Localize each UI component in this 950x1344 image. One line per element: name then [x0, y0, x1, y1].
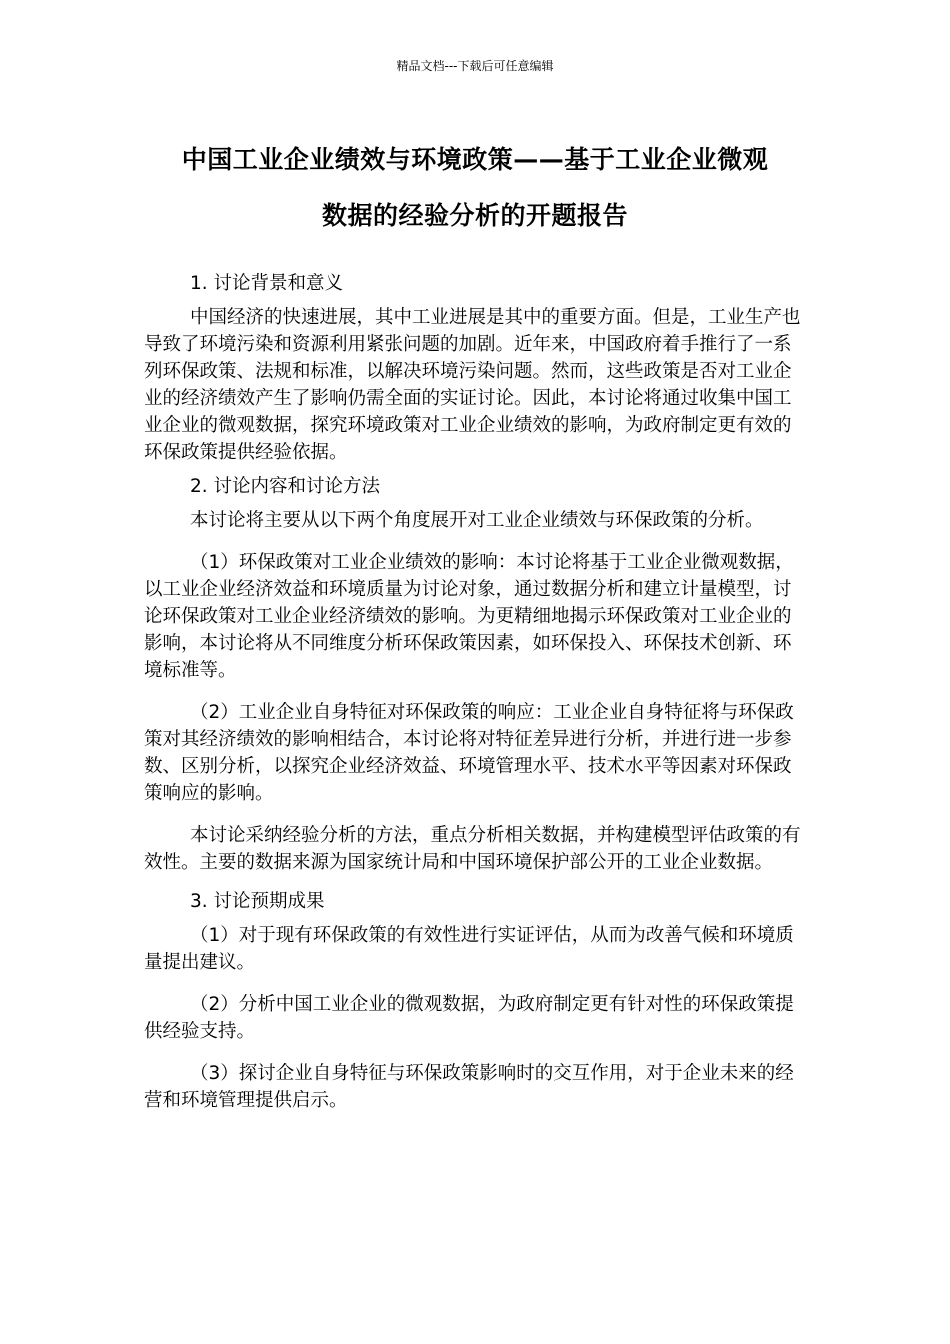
- section-3-heading: 3. 讨论预期成果: [190, 891, 325, 912]
- section-2-intro: 本讨论将主要从以下两个角度展开对工业企业绩效与环保政策的分析。: [190, 510, 764, 531]
- section-2-method: 本讨论采纳经验分析的方法，重点分析相关数据，并构建模型评估政策的有效性。主要的数据来源为国家统计局和中国环境保护部公开的工业企业数据。: [144, 825, 801, 873]
- page-header: 精品文档---下载后可任意编辑: [396, 59, 554, 73]
- section-2-item-2: （2）工业企业自身特征对环保政策的响应：工业企业自身特征将与环保政策对其经济绩效的影响相结合，本讨论将对特征差异进行分析，并进行进一步参数、区别分析，以探究企业经济效益、环境管理水平、技术水平等因素对环保政策响应的影响。: [144, 702, 794, 804]
- section-1-heading: 1. 讨论背景和意义: [190, 273, 344, 294]
- document-body: [144, 270, 806, 1114]
- title-line-2: 数据的经验分析的开题报告: [321, 201, 628, 230]
- title-line-1: 中国工业企业绩效与环境政策——基于工业企业微观: [181, 145, 769, 174]
- section-1-paragraph: 中国经济的快速进展，其中工业进展是其中的重要方面。但是，工业生产也导致了环境污染和资源利用紧张问题的加剧。近年来，中国政府着手推行了一系列环保政策、法规和标准，以解决环境污染问题。然而，这些政策是否对工业企业的经济绩效产生了影响仍需全面的实证讨论。因此，本讨论将通过收集中国工业企业的微观数据，探究环境政策对工业企业绩效的影响，为政府制定更有效的环保政策提供经验依据。: [144, 307, 801, 463]
- section-2-item-1: （1）环保政策对工业企业绩效的影响：本讨论将基于工业企业微观数据，以工业企业经济效益和环境质量为讨论对象，通过数据分析和建立计量模型，讨论环保政策对工业企业经济绩效的影响。为更精细地揭示环保政策对工业企业的影响，本讨论将从不同维度分析环保政策因素，如环保投入、环保技术创新、环境标准等。: [144, 552, 794, 681]
- section-3-item-3: （3）探讨企业自身特征与环保政策影响时的交互作用，对于企业未来的经营和环境管理提供启示。: [144, 1063, 794, 1111]
- section-3-item-1: （1）对于现有环保政策的有效性进行实证评估，从而为改善气候和环境质量提出建议。: [144, 925, 794, 973]
- section-2-heading: 2. 讨论内容和讨论方法: [190, 476, 381, 497]
- section-3-item-2: （2）分析中国工业企业的微观数据，为政府制定更有针对性的环保政策提供经验支持。: [144, 994, 794, 1042]
- document-title: [144, 132, 806, 244]
